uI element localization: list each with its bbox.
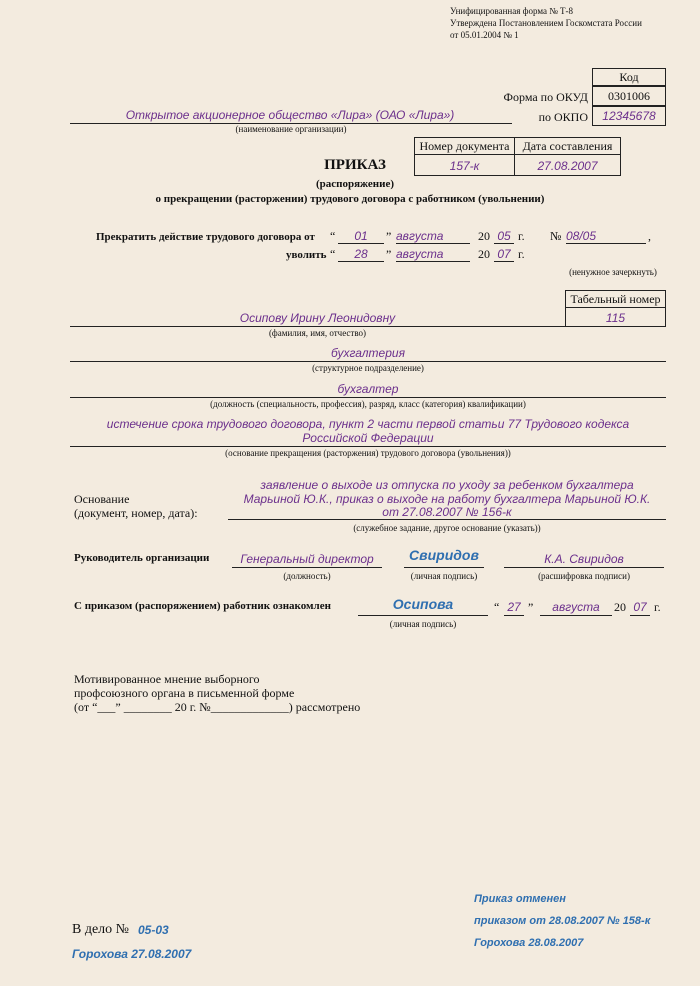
employee-signature: Осипова xyxy=(392,596,454,612)
tab-number-header: Табельный номер xyxy=(570,292,661,306)
okpo-label: по ОКПО xyxy=(538,110,588,124)
acquainted-day: 27 xyxy=(507,600,521,614)
head-position-caption: (должность) xyxy=(283,571,331,581)
grounds-line-1: заявление о выходе из отпуска по уходу за ребенком бухгалтера xyxy=(260,478,634,492)
doc-number-header: Номер документа xyxy=(419,139,510,153)
archive-number: 05-03 xyxy=(138,923,169,937)
doc-number-value: 157-к xyxy=(449,159,480,173)
cancel-note: Приказ отменен приказом от 28.08.2007 № 158-к Горохова 28.08.2007 xyxy=(474,893,651,949)
head-name-caption: (расшифровка подписи) xyxy=(538,571,630,581)
head-signature: Свиридов xyxy=(409,547,479,563)
tab-number-value: 115 xyxy=(605,311,626,325)
organization-name: Открытое акционерное общество «Лира» (ОАО «Лира») xyxy=(125,108,455,122)
approved-line-1: Утверждена Постановлением Госкомстата России xyxy=(450,18,642,28)
form-name: Унифицированная форма № Т-8 xyxy=(450,6,574,16)
approved-line-2: от 05.01.2004 № 1 xyxy=(450,30,519,40)
acquainted-year: 07 xyxy=(633,600,647,614)
head-name: К.А. Свиридов xyxy=(544,552,624,566)
acquainted-label: С приказом (распоряжением) работник ознакомлен xyxy=(74,600,331,612)
termination-label: Прекратить действие трудового договора от xyxy=(96,231,315,243)
strike-note: (ненужное зачеркнуть) xyxy=(569,267,657,277)
order-about: о прекращении (расторжении) трудового договора с работником (увольнении) xyxy=(155,193,545,205)
okud-label: Форма по ОКУД xyxy=(503,90,588,104)
doc-date-header: Дата составления xyxy=(522,139,613,153)
grounds-line-3: от 27.08.2007 № 156-к xyxy=(382,505,512,519)
acquainted-month: августа xyxy=(552,600,600,614)
page-title: ПРИКАЗ xyxy=(324,157,386,173)
grounds-label: Основание (документ, номер, дата): xyxy=(74,492,198,520)
code-header: Код xyxy=(619,70,639,84)
termination-basis-line-1: истечение срока трудового договора, пункт 2 части первой статьи 77 Трудового кодекса xyxy=(106,417,630,431)
employee-signature-caption: (личная подпись) xyxy=(389,619,457,629)
archive-label: В дело № xyxy=(72,922,130,937)
termination-year: 05 xyxy=(497,229,511,243)
employee-position: бухгалтер xyxy=(337,382,399,396)
grounds-line-2: Марьиной Ю.К., приказ о выходе на работу бухгалтера Марьиной Ю.К. xyxy=(243,492,651,506)
termination-month: августа xyxy=(396,229,444,243)
termination-day: 01 xyxy=(354,229,368,243)
dismiss-month: августа xyxy=(396,247,444,261)
head-position: Генеральный директор xyxy=(240,552,374,566)
dismiss-year: 07 xyxy=(497,247,511,261)
position-caption: (должность (специальность, профессия), разряд, класс (категория) квалификации) xyxy=(210,399,526,409)
page-subtitle: (распоряжение) xyxy=(315,178,394,190)
termination-contract-number: 08/05 xyxy=(566,229,597,243)
dismiss-label: уволить xyxy=(286,249,327,261)
employee-department: бухгалтерия xyxy=(330,346,405,360)
dismiss-day: 28 xyxy=(354,247,368,261)
grounds-caption: (служебное задание, другое основание (указать)) xyxy=(353,523,541,533)
form-info xyxy=(450,5,690,41)
termination-basis-line-2: Российской Федерации xyxy=(302,431,434,445)
okpo-value: 12345678 xyxy=(602,109,656,123)
department-caption: (структурное подразделение) xyxy=(312,363,424,373)
employee-name-caption: (фамилия, имя, отчество) xyxy=(268,328,367,338)
head-signature-caption: (личная подпись) xyxy=(410,571,478,581)
archive-signed: Горохова 27.08.2007 xyxy=(72,947,192,961)
organization-caption: (наименование организации) xyxy=(235,124,347,134)
head-label: Руководитель организации xyxy=(74,552,210,564)
basis-caption: (основание прекращения (расторжения) трудового договора (увольнения)) xyxy=(225,448,511,458)
doc-date-value: 27.08.2007 xyxy=(537,159,598,173)
union-opinion: Мотивированное мнение выборного профсоюзного органа в письменной форме (от “___” ________ 20 г. №_____________) рассмотрено xyxy=(74,672,361,714)
okud-value: 0301006 xyxy=(608,89,650,103)
employee-name: Осипову Ирину Леонидовну xyxy=(239,311,396,325)
